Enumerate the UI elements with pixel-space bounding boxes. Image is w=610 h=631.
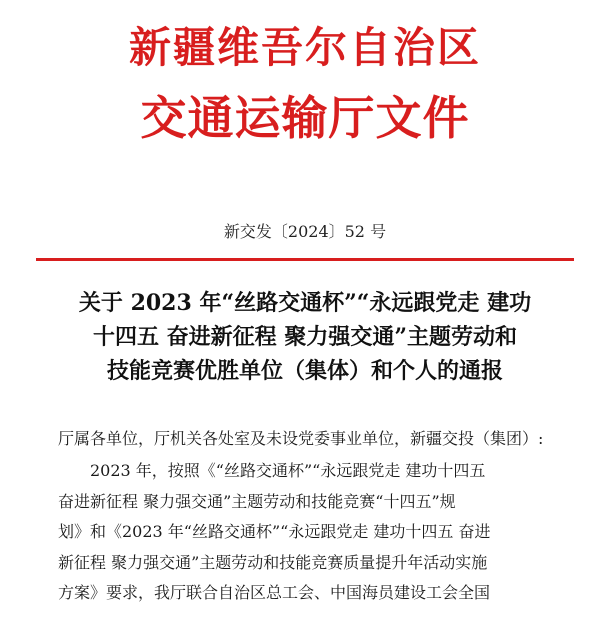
red-separator-line xyxy=(36,258,574,261)
notice-title-line-1: 关于 2023 年“丝路交通杯”“永远跟党走 建功 xyxy=(78,290,532,316)
body-paragraph xyxy=(58,456,558,609)
addressee-line: 厅属各单位，厅机关各处室及未设党委事业单位，新疆交投（集团）: xyxy=(58,429,544,448)
document-type-title: 交通运输厅文件 xyxy=(140,91,470,145)
issuing-authority-title: 新疆维吾尔自治区 xyxy=(128,23,481,72)
body-line-1: 2023 年，按照《“丝路交通杯”“永远跟党走 建功十四五 xyxy=(90,461,486,480)
notice-title xyxy=(40,286,570,388)
notice-title-line-2: 十四五 奋进新征程 聚力强交通”主题劳动和 xyxy=(93,324,517,350)
document-number: 新交发〔2024〕52 号 xyxy=(223,222,387,241)
body-line-5: 方案》要求，我厅联合自治区总工会、中国海员建设工会全国 xyxy=(58,583,491,602)
body-line-2: 奋进新征程 聚力强交通”主题劳动和技能竞赛“十四五”规 xyxy=(58,491,456,511)
body-line-4: 新征程 聚力强交通”主题劳动和技能竞赛质量提升年活动实施 xyxy=(58,552,488,572)
body-line-3: 划》和《2023 年“丝路交通杯”“永远跟党走 建功十四五 奋进 xyxy=(58,522,491,541)
notice-title-line-3: 技能竞赛优胜单位（集体）和个人的通报 xyxy=(106,358,503,384)
